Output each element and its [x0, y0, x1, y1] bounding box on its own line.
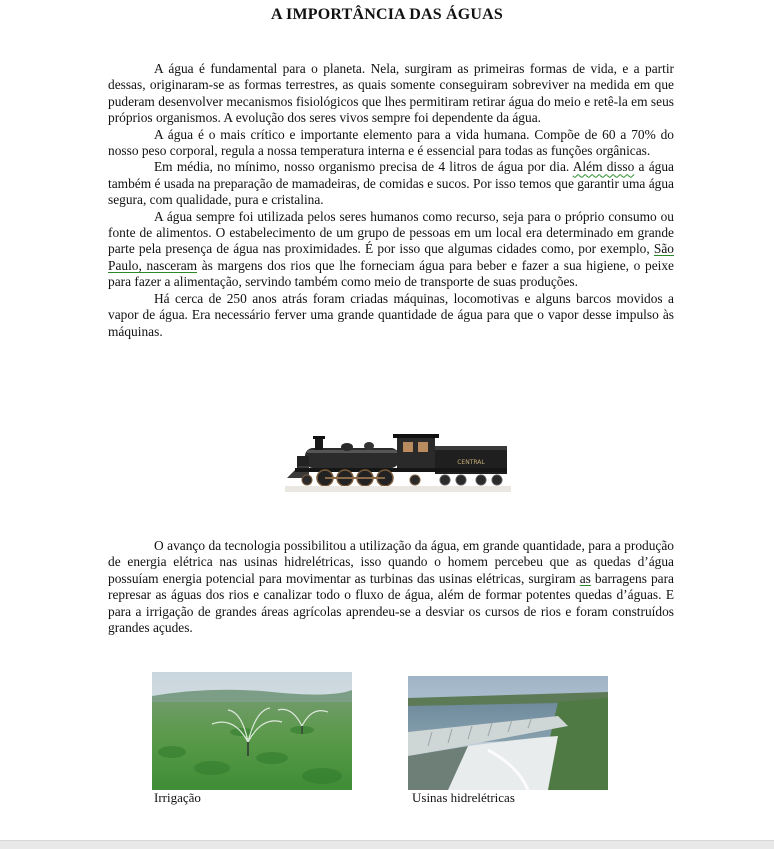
- hydroelectric-dam-image: [408, 676, 608, 790]
- document-body-continued: [108, 538, 674, 636]
- paragraph-6-text-a: O avanço da tecnologia possibilitou a utilização da água, em grande quantidade, para a produção de energia elétrica nas usinas hidrelétricas, isso quando o homem percebeu que as quedas d’água possuíam energia potencial para movimentar as turbinas das usinas elétricas, surgiram: [108, 538, 674, 586]
- document-title: A IMPORTÂNCIA DAS ÁGUAS: [270, 6, 504, 23]
- spellcheck-mark: as: [579, 570, 591, 586]
- spellcheck-mark: São Paulo, nasceram: [108, 241, 674, 273]
- paragraph-4-text-b: às margens dos rios que lhe forneciam água para beber e fazer a sua higiene, o peixe para fazer a alimentação, servindo também como meio de transporte de suas produções.: [108, 257, 674, 290]
- paragraph-4-text-a: A água sempre foi utilizada pelos seres humanos como recurso, seja para o próprio consumo ou fonte de alimentos. O estabelecimento de um grupo de pessoas em um local era determinado em grande parte pela presença de água nas proximidades. É por isso que algumas cidades como, por exemplo,: [108, 208, 674, 257]
- train-label: CENTRAL: [457, 459, 485, 466]
- document-body: [108, 61, 674, 340]
- paragraph-3-text-b: a água também é usada na preparação de mamadeiras, de comidas e sucos. Por isso temos que garantir uma água segura, com qualidade, pura e cristalina.: [108, 159, 674, 208]
- dam-caption: Usinas hidrelétricas: [412, 790, 515, 805]
- paragraph-4: [108, 209, 674, 291]
- irrigation-image: [152, 672, 352, 790]
- paragraph-3: [108, 159, 674, 208]
- paragraph-3-text-a: Em média, no mínimo, nosso organismo precisa de 4 litros de água por dia.: [154, 159, 573, 175]
- paragraph-6: [108, 538, 674, 636]
- paragraph-1: A água é fundamental para o planeta. Nela, surgiram as primeiras formas de vida, e a partir dessas, originaram-se as formas terrestres, as quais somente conseguiram sobreviver na medida em que puderam desenvolver mecanismos fisiológicos que lhes permitiram retirar água do meio e retê-la em seus próprios organismos. A evolução dos seres vivos sempre foi dependente da água.: [108, 61, 674, 126]
- paragraph-6-text-b: barragens para represar as águas dos rios e canalizar todo o fluxo de água, além de formar potentes quedas d’águas. E para a irrigação de grandes áreas agrícolas aprendeu-se a desviar os cursos de rios e foram construídos grandes açudes.: [108, 570, 674, 636]
- spellcheck-mark: Além disso: [572, 159, 635, 175]
- paragraph-5: Há cerca de 250 anos atrás foram criadas máquinas, locomotivas e alguns barcos movidos a vapor de água. Era necessário ferver uma grande quantidade de água para que o vapor desse impulso às máquinas.: [108, 290, 674, 339]
- irrigation-caption: Irrigação: [154, 790, 201, 805]
- paragraph-2: A água é o mais crítico e importante elemento para a vida humana. Compõe de 60 a 70% do nosso peso corporal, regula a nossa temperatura interna e é essencial para todas as funções orgânicas.: [108, 126, 674, 159]
- steam-locomotive-image: [285, 430, 511, 492]
